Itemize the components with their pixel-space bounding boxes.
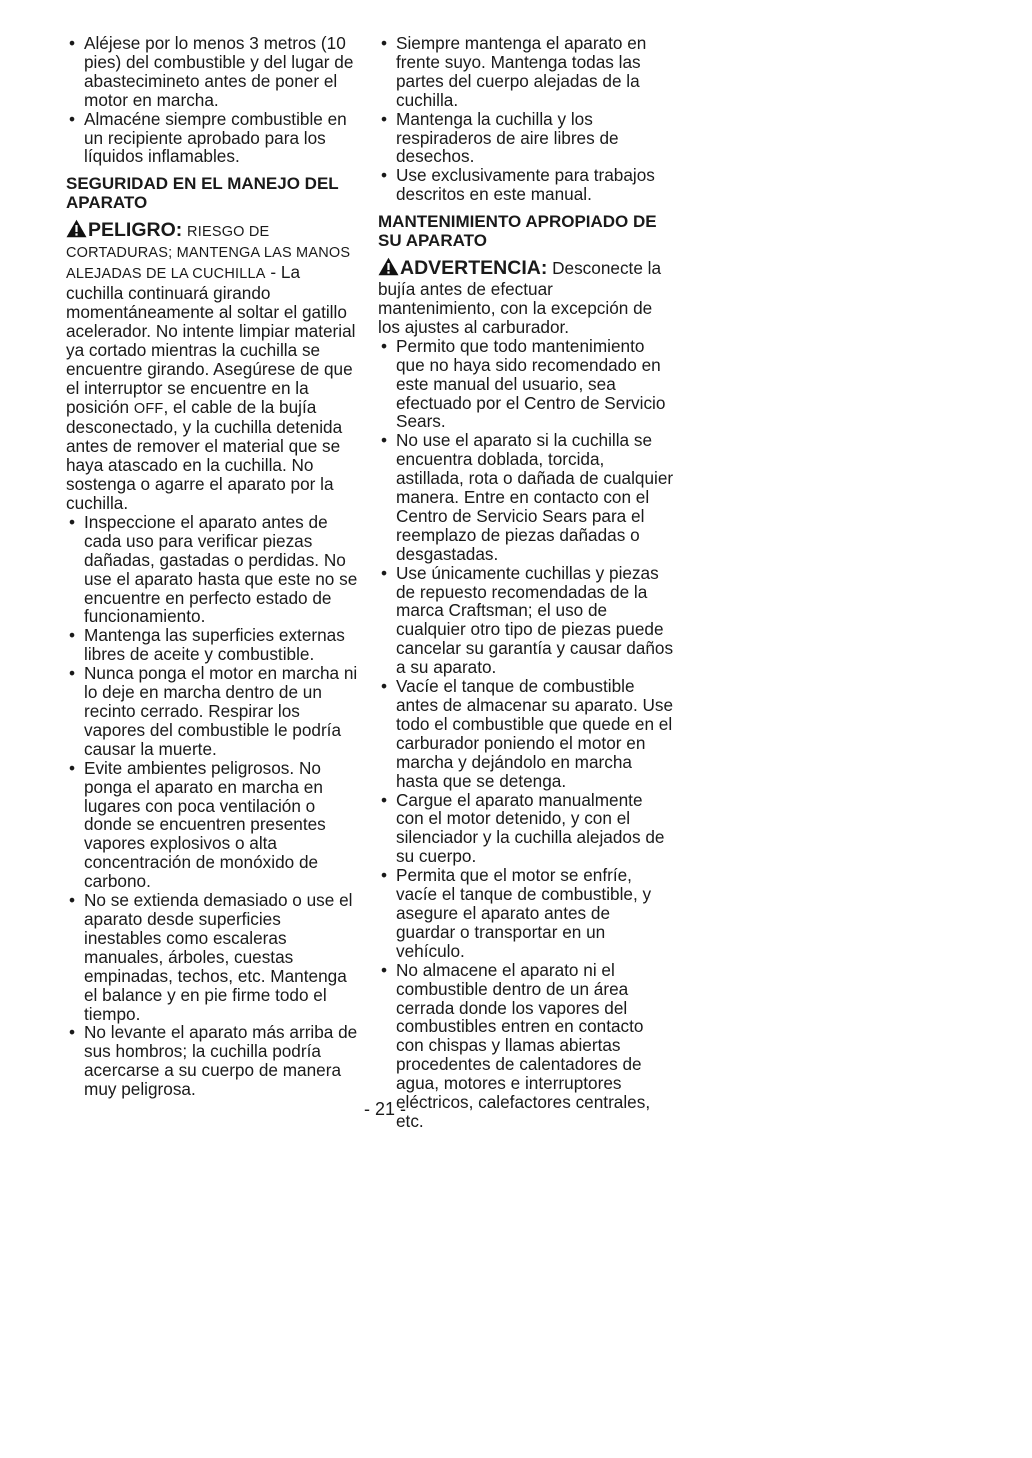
list-item: • Inspeccione el aparato antes de cada uso para verificar piezas dañadas, gastadas o perdidas. No use el aparato hasta que este no se encuentre en perfecto estado de funcionamiento. (66, 513, 362, 626)
list-item: • Aléjese por lo menos 3 metros (10 pies) del combustible y del lugar de abastecimineto antes de poner el motor en marcha. (66, 34, 362, 110)
list-item: • Mantenga la cuchilla y los respiraderos de aire libres de desechos. (378, 110, 674, 167)
list-item: • Use únicamente cuchillas y piezas de repuesto recomendadas de la marca Craftsman; el uso de cualquier otro tipo de piezas puede cancelar su garantía y causar daños a su aparato. (378, 564, 674, 677)
list-item: • Almacéne siempre combustible en un recipiente aprobado para los líquidos inflamables. (66, 110, 362, 167)
list-item: • Permita que el motor se enfríe, vacíe el tanque de combustible, y asegure el aparato antes de guardar o transportar en un vehículo. (378, 866, 674, 961)
section-heading-safety: SEGURIDAD EN EL MANEJO DEL APARATO (66, 174, 339, 213)
left-top-list (66, 34, 362, 166)
warning-triangle-icon (378, 257, 399, 280)
off-label: OFF (133, 400, 164, 417)
danger-text-b: , el cable de la bujía desconectado, y la cuchilla detenida antes de remover el material que se haya atascado en la cuchilla. No sostenga o agarre el aparato por la cuchilla. (66, 396, 343, 514)
list-item: • Siempre mantenga el aparato en frente suyo. Mantenga todas las partes del cuerpo alejadas de la cuchilla. (378, 34, 674, 110)
list-item: • Cargue el aparato manualmente con el motor detenido, y con el silenciador y la cuchilla alejados de su cuerpo. (378, 791, 674, 867)
list-item: • No levante el aparato más arriba de sus hombros; la cuchilla podría acercarse a su cuerpo de manera muy peligrosa. (66, 1023, 362, 1099)
list-item: • Use exclusivamente para trabajos descritos en este manual. (378, 166, 674, 204)
section-heading-maintenance: MANTENIMIENTO APROPIADO DE SU APARATO (378, 212, 657, 251)
danger-paragraph (66, 219, 362, 513)
page-number: - 21 - (363, 1099, 406, 1119)
list-item: • Permito que todo mantenimiento que no haya sido recomendado en este manual del usuario, sea efectuado por el Centro de Servicio Sears. (378, 337, 674, 432)
list-item: • No se extienda demasiado o use el aparato desde superficies inestables como escaleras manuales, árboles, cuestas empinadas, techos, etc. Mantenga el balance y en pie firme todo el tiempo. (66, 891, 362, 1023)
right-maintenance-list (378, 337, 674, 1131)
danger-caps-text: RIESGO DE CORTADURAS; MANTENGA LAS MANOS ALEJADAS DE LA CUCHILLA (66, 224, 351, 283)
list-item: • No almacene el aparato ni el combustible dentro de un área cerrada donde los vapores del combustibles entren en contacto con chispas y llamas abiertas procedentes de calentadores de agua, motores e interruptores eléctricos, calefactores centrales, etc. (378, 961, 674, 1131)
list-item: • No use el aparato si la cuchilla se encuentra doblada, torcida, astillada, rota o dañada de cualquier manera. Entre en contacto con el Centro de Servicio Sears para el reemplazo de piezas dañadas o desgastadas. (378, 431, 674, 563)
warning-triangle-icon (66, 219, 87, 242)
warning-paragraph (378, 257, 674, 337)
danger-signal-word: PELIGRO: (88, 219, 183, 242)
list-item: • Mantenga las superficies externas libres de aceite y combustible. (66, 626, 362, 664)
right-top-list (378, 34, 674, 204)
right-column (378, 34, 674, 1131)
list-item: • Vacíe el tanque de combustible antes de almacenar su aparato. Use todo el combustible que quede en el carburador poniendo el motor en marcha y dejándolo en marcha hasta que se detenga. (378, 677, 674, 790)
warning-text: Desconecte la bujía antes de efectuar mantenimiento, con la excepción de los ajustes al carburador. (378, 258, 662, 337)
list-item: • Nunca ponga el motor en marcha ni lo deje en marcha dentro de un recinto cerrado. Respirar los vapores del combustible le podría causar la muerte. (66, 664, 362, 759)
warning-signal-word: ADVERTENCIA: (400, 257, 548, 280)
left-safety-list (66, 513, 362, 1099)
left-column (66, 34, 362, 1099)
danger-text-a: - La cuchilla continuará girando momentáneamente al soltar el gatillo acelerador. No intente limpiar material ya cortado mientras la cuchilla se encuentre girando. Asegúrese de que el interruptor se encuentre en la posición (66, 262, 356, 417)
list-item: • Evite ambientes peligrosos. No ponga el aparato en marcha en lugares con poca ventilación o donde se encuentren presentes vapores explosivos o alta concentración de monóxido de carbono. (66, 759, 362, 891)
